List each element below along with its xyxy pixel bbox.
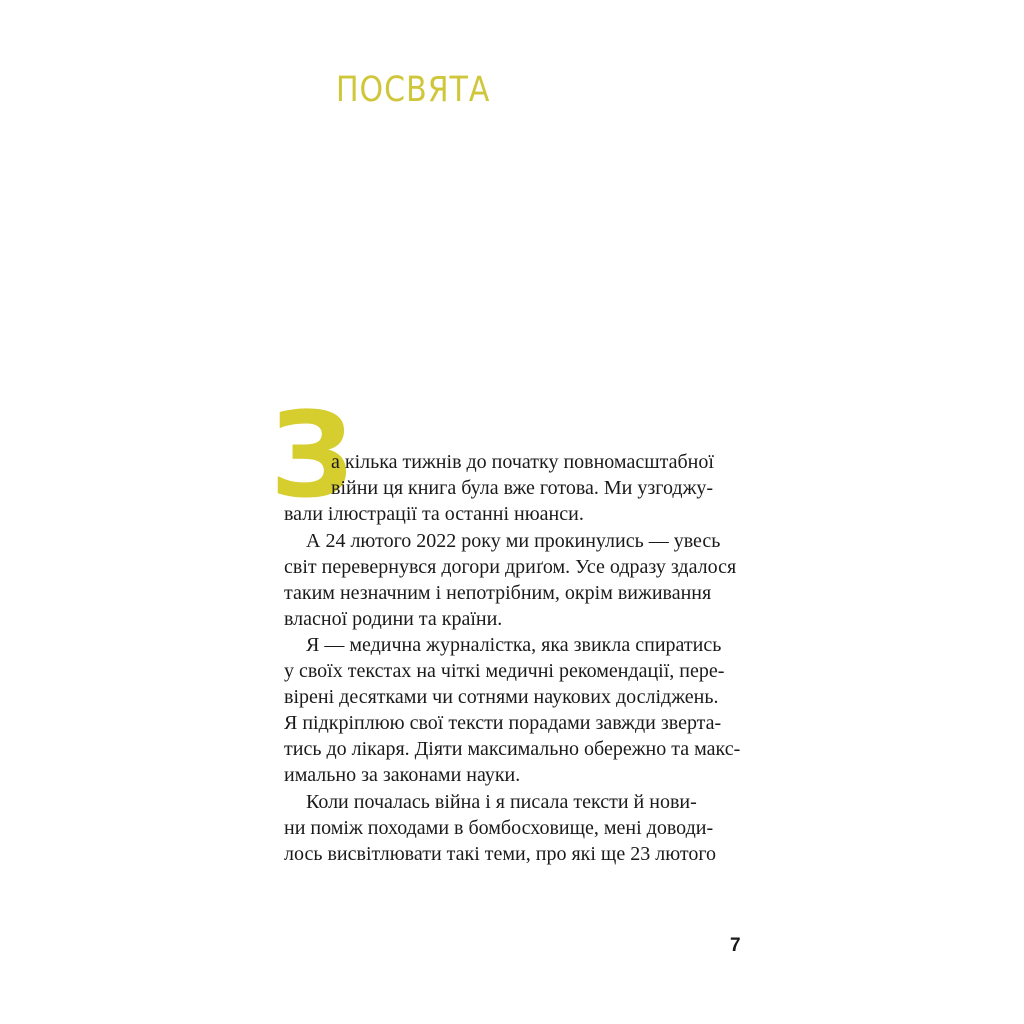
text-line: у своїх текстах на чіткі медичні рекомендації, пере-	[284, 660, 725, 682]
text-line: війни ця книга була вже готова. Ми узгоджу-	[331, 477, 714, 499]
text-line: таким незначним і непотрібним, окрім виживання	[284, 582, 712, 604]
text-line: вали ілюстрації та останні нюанси.	[284, 503, 584, 525]
text-line: Коли почалась війна і я писала тексти й нови-	[306, 791, 697, 813]
text-line: вірені десятками чи сотнями наукових досліджень.	[284, 686, 719, 708]
text-line: лось висвітлювати такі теми, про які ще 23 лютого	[284, 843, 717, 865]
text-line: ни поміж походами в бомбосховище, мені доводи-	[284, 817, 714, 839]
page-number: 7	[730, 935, 741, 956]
text-line: имально за законами науки.	[284, 764, 521, 786]
chapter-heading: ПОСВЯТА	[336, 70, 491, 111]
text-line: а кілька тижнів до початку повномасштабної	[331, 451, 714, 473]
text-line: тись до лікаря. Діяти максимально обережно та макс-	[284, 738, 741, 760]
text-line: власної родини та країни.	[284, 608, 503, 630]
text-line: світ перевернувся догори дриґом. Усе одразу здалося	[284, 556, 737, 578]
text-line: Я — медична журналістка, яка звикла спиратись	[306, 634, 722, 656]
text-line: А 24 лютого 2022 року ми прокинулись — увесь	[306, 530, 721, 552]
text-line: Я підкріплюю свої тексти порадами завжди зверта-	[284, 712, 722, 734]
drop-cap-letter: З	[270, 386, 354, 524]
